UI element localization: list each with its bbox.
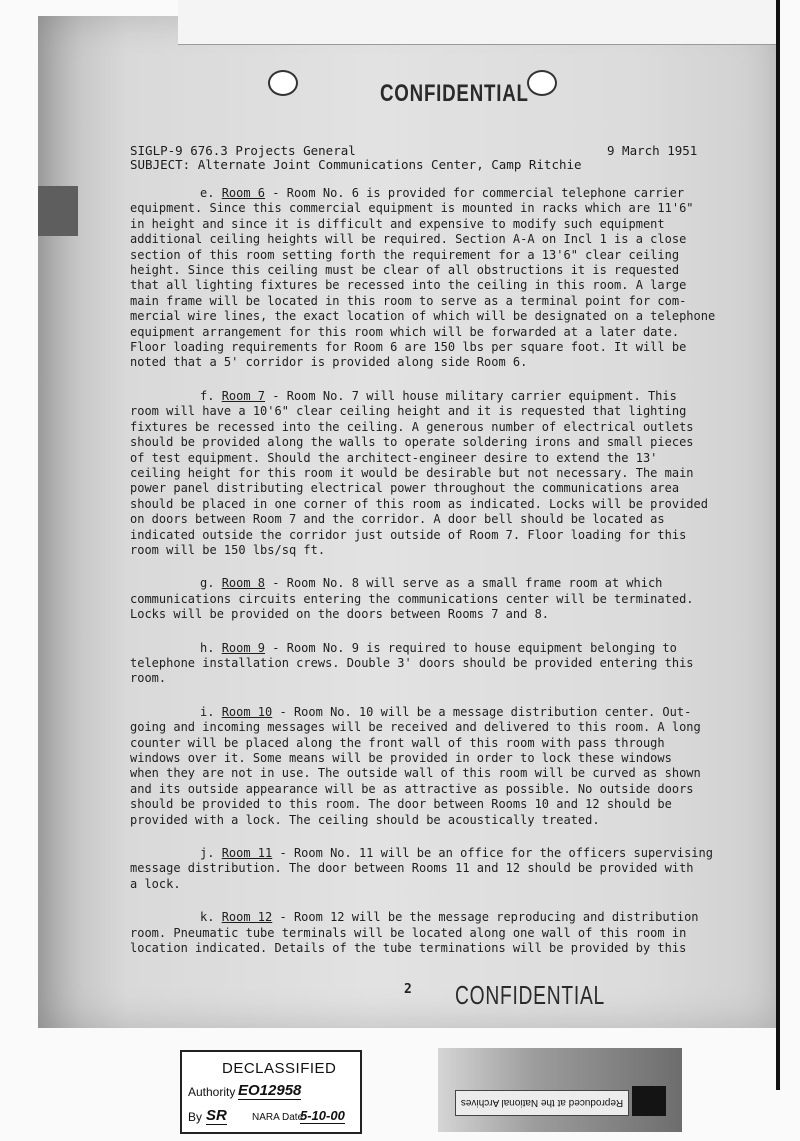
paragraph-line: fixtures be recessed into the ceiling. A generous number of electrical outlets bbox=[130, 419, 694, 434]
reference-line: SIGLP-9 676.3 Projects General bbox=[130, 143, 356, 158]
header-classification: CONFIDENTIAL bbox=[380, 80, 529, 107]
paragraph-line: location indicated. Details of the tube terminations will be provided by this bbox=[130, 941, 687, 956]
paragraph-line: indicated outside the corridor just outside of Room 7. Floor loading for this bbox=[130, 527, 687, 542]
paragraph-line: Locks will be provided on the doors between Rooms 7 and 8. bbox=[130, 607, 550, 622]
subject-text: Alternate Joint Communications Center, Camp Ritchie bbox=[197, 157, 582, 172]
paragraph-text: - Room No. 7 will house military carrier equipment. This bbox=[265, 388, 677, 403]
paragraph-line: noted that a 5' corridor is provided along side Room 6. bbox=[130, 355, 528, 370]
paragraph-text: - Room No. 6 is provided for commercial telephone carrier bbox=[265, 186, 685, 200]
paragraph-line: a lock. bbox=[130, 876, 181, 891]
paragraph-text: - Room No. 11 will be an office for the officers supervising bbox=[272, 846, 713, 861]
paragraph-letter: j. bbox=[200, 846, 215, 861]
paragraph-line: should be provided along the walls to operate soldering irons and small pieces bbox=[130, 435, 694, 450]
top-paper-strip bbox=[178, 0, 778, 45]
subject-label: SUBJECT: bbox=[130, 157, 191, 172]
paragraph-line bbox=[130, 705, 770, 720]
paragraph-letter: h. bbox=[200, 640, 215, 655]
punch-hole bbox=[268, 70, 298, 96]
paragraph-letter: f. bbox=[200, 388, 215, 403]
page-right-edge bbox=[776, 0, 780, 1090]
paragraph-line: room. bbox=[130, 671, 167, 686]
paragraph-text: - Room 12 will be the message reproducing and distribution bbox=[272, 910, 699, 925]
paragraph-line: additional ceiling heights will be required. Section A-A on Incl 1 is a close bbox=[130, 232, 687, 247]
paragraph-line: height. Since this ceiling must be clear of all obstructions it is requested bbox=[130, 263, 680, 278]
paragraph-line: when they are not in use. The outside wall of this room will be curved as shown bbox=[130, 766, 701, 781]
paragraph-line bbox=[130, 910, 770, 925]
archive-block bbox=[632, 1086, 666, 1116]
paragraph-line: should be placed in one corner of this room as indicated. Locks will be provided bbox=[130, 496, 708, 511]
paragraph-line: mercial wire lines, the exact location of which will be designated on a telephone bbox=[130, 309, 716, 324]
stamp-title: DECLASSIFIED bbox=[222, 1060, 337, 1077]
paragraph-line: main frame will be located in this room to serve as a terminal point for com- bbox=[130, 293, 687, 308]
paragraph-line: should be provided to this room. The door between Rooms 10 and 12 should be bbox=[130, 797, 672, 812]
paragraph-line: communications circuits entering the communications center will be terminated. bbox=[130, 591, 694, 606]
paragraph-line: going and incoming messages will be received and delivered to this room. A long bbox=[130, 720, 701, 735]
paragraph-j bbox=[130, 846, 770, 892]
room-heading: Room 11 bbox=[221, 846, 273, 861]
paragraph-e bbox=[130, 186, 770, 371]
room-heading: Room 10 bbox=[221, 704, 273, 719]
paragraph-line: counter will be placed along the front wall of this room with pass through bbox=[130, 735, 665, 750]
paragraph-text: - Room No. 8 will serve as a small frame room at which bbox=[265, 576, 663, 591]
paragraph-line bbox=[130, 389, 770, 404]
paragraph-f bbox=[130, 389, 770, 558]
footer-classification: CONFIDENTIAL bbox=[455, 980, 605, 1010]
page-number: 2 bbox=[404, 982, 412, 997]
paragraph-line: and its outside appearance will be as attractive as possible. No outside doors bbox=[130, 781, 694, 796]
letter-date: 9 March 1951 bbox=[607, 143, 698, 158]
archive-label: Reproduced at the National Archives bbox=[455, 1090, 629, 1116]
paragraph-line: provided with a lock. The ceiling should be acoustically treated. bbox=[130, 812, 600, 827]
paragraph-letter: g. bbox=[200, 576, 215, 591]
paragraph-line: of test equipment. Should the architect-engineer desire to extend the 13' bbox=[130, 450, 658, 465]
stamp-authority-label: Authority bbox=[188, 1085, 236, 1099]
paragraph-line: Floor loading requirements for Room 6 are 150 lbs per square foot. It will be bbox=[130, 340, 687, 355]
page-edge-shadow bbox=[38, 186, 78, 236]
room-heading: Room 7 bbox=[221, 388, 266, 403]
stamp-date-label: NARA Date bbox=[252, 1112, 304, 1123]
room-heading: Room 9 bbox=[221, 640, 266, 655]
paragraph-line: equipment. Since this commercial equipment is mounted in racks which are 11'6" bbox=[130, 201, 694, 216]
paragraph-i bbox=[130, 705, 770, 828]
paragraph-text: - Room No. 9 is required to house equipment belonging to bbox=[265, 640, 677, 655]
paragraph-line bbox=[130, 186, 770, 201]
paragraph-line: room will have a 10'6" clear ceiling height and it is requested that lighting bbox=[130, 404, 687, 419]
paragraph-letter: e. bbox=[200, 186, 215, 200]
paragraph-line: that all lighting fixtures be recessed into the ceiling in this room. A large bbox=[130, 278, 687, 293]
paragraph-text: - Room No. 10 will be a message distribution center. Out- bbox=[272, 704, 692, 719]
paragraph-line: room will be 150 lbs/sq ft. bbox=[130, 542, 326, 557]
declassified-stamp bbox=[180, 1050, 362, 1134]
paragraph-line: in height and since it is difficult and expensive to modify such equipment bbox=[130, 216, 665, 231]
room-heading: Room 8 bbox=[221, 576, 266, 591]
stamp-authority-value: EO12958 bbox=[238, 1082, 302, 1099]
paragraph-line: section of this room setting forth the requirement for a 13'6" clear ceiling bbox=[130, 247, 680, 262]
paragraph-letter: i. bbox=[200, 704, 215, 719]
paragraph-line: on doors between Room 7 and the corridor. A door bell should be located as bbox=[130, 512, 665, 527]
document-body bbox=[130, 186, 770, 974]
paragraph-line: message distribution. The door between Rooms 11 and 12 should be provided with bbox=[130, 861, 694, 876]
room-heading: Room 6 bbox=[221, 186, 266, 200]
paragraph-line: equipment arrangement for this room which will be forwarded at a later date. bbox=[130, 324, 680, 339]
paragraph-line bbox=[130, 641, 770, 656]
paragraph-line: windows over it. Some means will be provided in order to lock these windows bbox=[130, 751, 672, 765]
paragraph-line bbox=[130, 846, 770, 861]
paragraph-letter: k. bbox=[200, 910, 215, 925]
subject-line bbox=[130, 157, 582, 172]
paragraph-h bbox=[130, 641, 770, 687]
stamp-by-label: By bbox=[188, 1110, 203, 1124]
stamp-date-value: 5-10-00 bbox=[300, 1108, 345, 1123]
paragraph-g bbox=[130, 576, 770, 622]
stamp-by-value: SR bbox=[206, 1107, 227, 1124]
paragraph-line: ceiling height for this room it would be desirable but not necessary. The main bbox=[130, 465, 694, 480]
room-heading: Room 12 bbox=[221, 910, 273, 925]
paragraph-k bbox=[130, 910, 770, 956]
punch-hole bbox=[527, 70, 557, 96]
paragraph-line: power panel distributing electrical power throughout the communications area bbox=[130, 481, 680, 496]
paragraph-line: room. Pneumatic tube terminals will be located along one wall of this room in bbox=[130, 925, 687, 940]
paragraph-line bbox=[130, 576, 770, 591]
paragraph-line: telephone installation crews. Double 3' doors should be provided entering this bbox=[130, 655, 694, 670]
